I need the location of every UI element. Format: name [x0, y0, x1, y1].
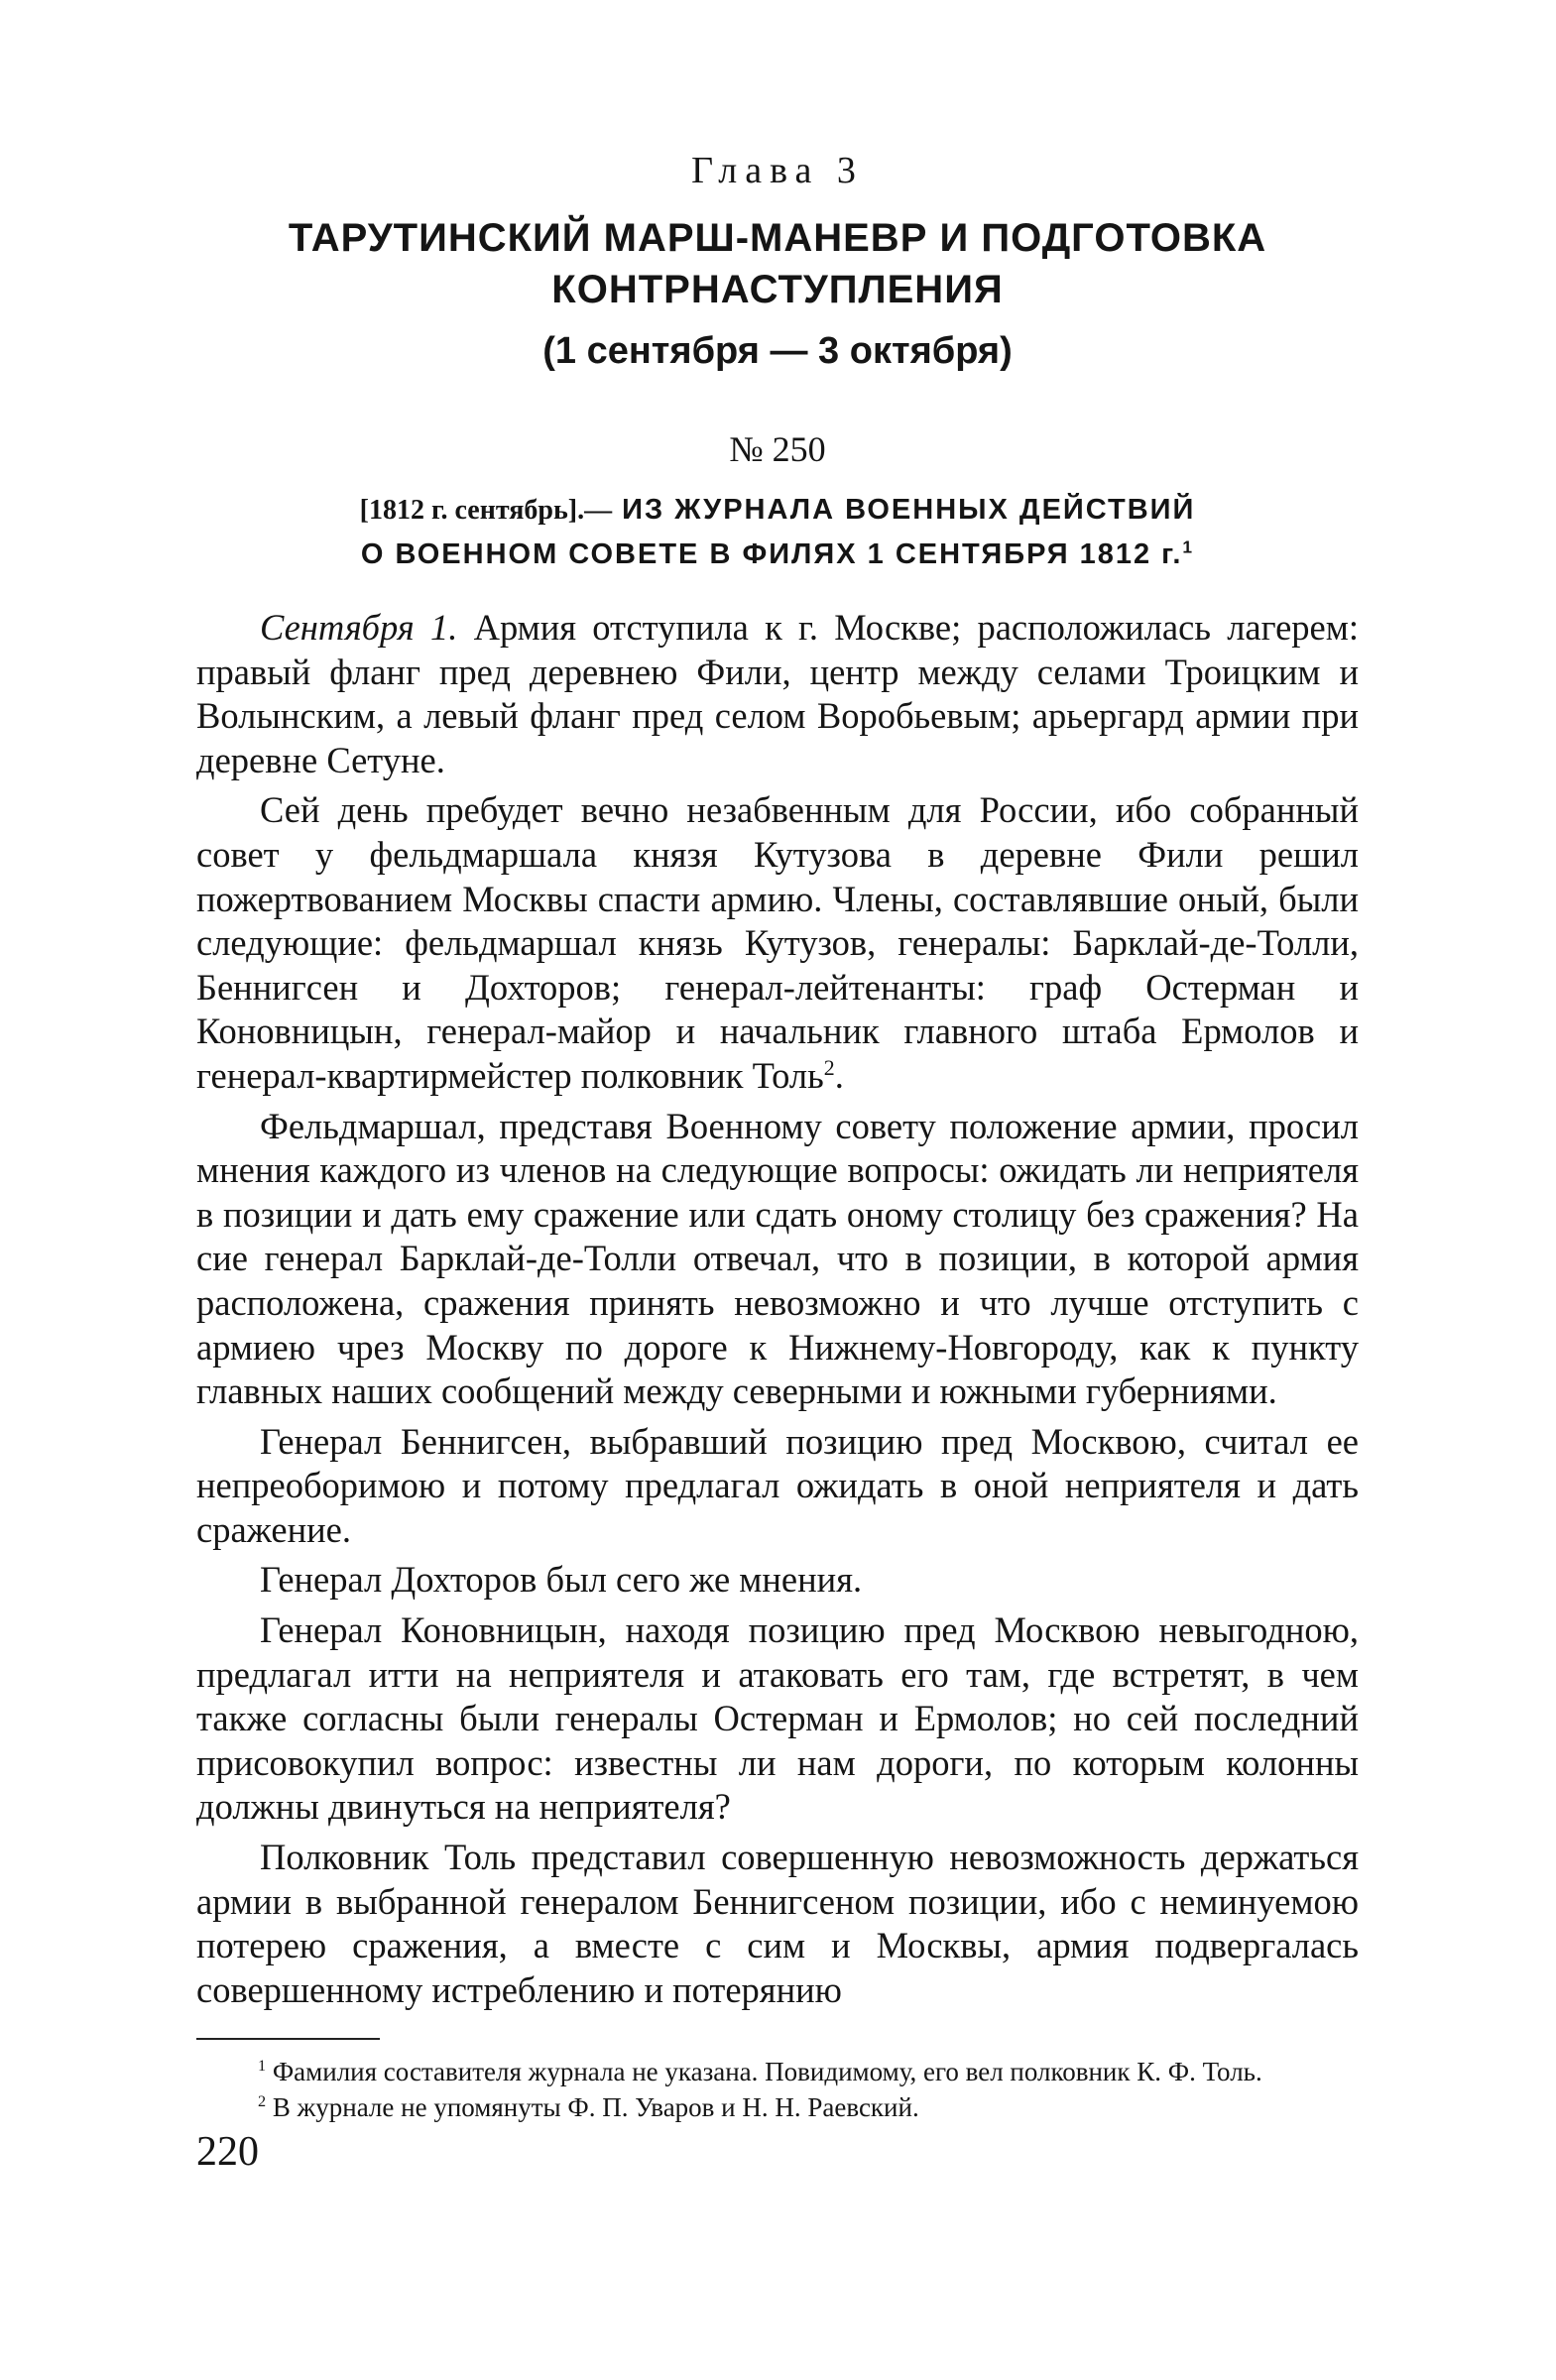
paragraph-7: Полковник Толь представил совершенную невозможность держаться армии в выбранной генералом Беннигсеном позиции, ибо с неминуемою потерею сражения, а вместе с сим и Москвы, армия подвергалась совершенному истреблению и потерянию: [196, 1837, 1359, 2010]
footnote-ref-2: 2: [823, 1054, 835, 1080]
book-page: [196, 149, 1359, 2175]
chapter-title: [196, 212, 1359, 315]
paragraph-2-end: .: [834, 1054, 844, 1096]
paragraph-5: Генерал Дохторов был сего же мнения.: [260, 1559, 863, 1601]
entry-date: Сентября 1.: [260, 607, 458, 648]
footnote-2: [196, 2089, 1359, 2125]
paragraph-4: Генерал Беннигсен, выбравший позицию пред Москвою, считал ее непреоборимою и потому предлагал ожидать в оной неприятеля и дать сражение.: [196, 1420, 1359, 1550]
paragraph-2: [196, 788, 1359, 1098]
chapter-title-line1: ТАРУТИНСКИЙ МАРШ-МАНЕВР И ПОДГОТОВКА: [288, 216, 1267, 260]
paragraph-2-text: Сей день пребудет вечно незабвенным для России, ибо собранный совет у фельдмаршала князя Кутузова в деревне Фили решил пожертвованием Москвы спасти армию. Члены, составлявшие оный, были следующие: фельдмаршал князь Кутузов, генералы: Барклай-де-Толли, Беннигсен и Дохторов; генерал-лейтенанты: граф Остерман и Коновницын, генерал-майор и начальник главного штаба Ермолов и генерал-квартирмейстер полковник Толь: [196, 789, 1359, 1096]
chapter-label: Глава 3: [691, 150, 864, 191]
footnote-2-text: В журнале не упомянуты Ф. П. Уваров и Н. Н. Раевский.: [266, 2092, 919, 2123]
footnote-divider: [196, 2038, 380, 2040]
document-heading: [196, 488, 1359, 576]
chapter-dates: (1 сентября — 3 октября): [542, 330, 1013, 372]
paragraph-1-text: Армия отступила к г. Москве; расположилась лагерем: правый фланг пред деревнею Фили, центр между селами Троицким и Волынским, а левый фланг пред селом Воробьевым; арьергард армии при деревне Сетуне.: [196, 607, 1359, 780]
paragraph-3: Фельдмаршал, представя Военному совету положение армии, просил мнения каждого из членов на следующие вопросы: ожидать ли неприятеля в позиции и дать ему сражение или сдать оному столицу без сражения? На сие генерал Барклай-де-Толли отвечал, что в позиции, в которой армия расположена, сражения принять невозможно и что лучше отступить с армиею чрез Москву по дороге к Нижнему-Новгороду, как к пункту главных наших сообщений между северными и южными губерниями.: [196, 1105, 1359, 1412]
document-number: № 250: [729, 429, 826, 469]
paragraph-1: [196, 606, 1359, 782]
chapter-title-line2: КОНТРНАСТУПЛЕНИЯ: [551, 268, 1004, 311]
journal-text: [196, 606, 1359, 2012]
document-heading-line1: ИЗ ЖУРНАЛА ВОЕННЫХ ДЕЙСТВИЙ: [622, 494, 1196, 526]
footnote-2-mark: 2: [258, 2092, 267, 2111]
paragraph-6: Генерал Коновницын, находя позицию пред Москвою невыгодною, предлагал итти на неприятеля и атаковать его там, где встретят, в чем также согласны были генералы Остерман и Ермолов; но сей последний присовокупил вопрос: известны ли нам дороги, по которым колонны должны двинуться на неприятеля?: [196, 1609, 1359, 1828]
footnote-1-text: Фамилия составителя журнала не указана. Повидимому, его вел полковник К. Ф. Толь.: [266, 2057, 1262, 2087]
document-date: [1812 г. сентябрь].—: [359, 495, 613, 526]
document-heading-line2: О ВОЕННОМ СОВЕТЕ В ФИЛЯХ 1 СЕНТЯБРЯ 1812 г.: [360, 538, 1183, 570]
footnote-1: [196, 2054, 1359, 2089]
footnotes: [196, 2054, 1359, 2125]
footnote-ref-1: 1: [1182, 536, 1195, 557]
page-number: 220: [196, 2129, 259, 2175]
footnote-1-mark: 1: [258, 2057, 267, 2076]
